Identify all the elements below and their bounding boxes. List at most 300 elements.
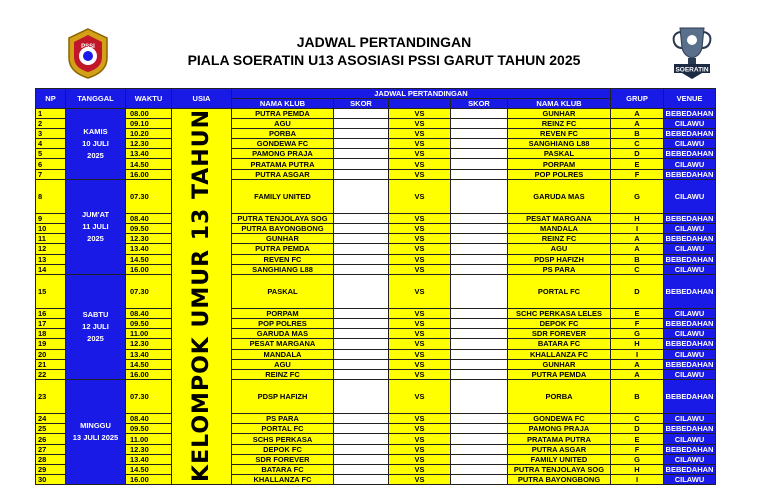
table-row — [36, 309, 716, 319]
vs-cell: VS — [389, 119, 451, 129]
away-score-cell — [451, 434, 508, 444]
vs-cell: VS — [389, 319, 451, 329]
group-cell: A — [611, 119, 664, 129]
np-cell: 28 — [36, 454, 66, 464]
away-score-cell — [451, 474, 508, 484]
away-score-cell — [451, 424, 508, 434]
time-cell: 09.50 — [126, 424, 172, 434]
group-cell: I — [611, 474, 664, 484]
away-club-cell: SANGHIANG L88 — [508, 139, 611, 149]
time-cell: 07.30 — [126, 379, 172, 413]
home-score-cell — [334, 379, 389, 413]
home-score-cell — [334, 454, 389, 464]
header-nama-klub-away: NAMA KLUB — [508, 99, 611, 109]
time-cell: 08.40 — [126, 214, 172, 224]
home-club-cell: PUTRA ASGAR — [232, 169, 334, 179]
time-cell: 14.50 — [126, 359, 172, 369]
home-club-cell: PUTRA BAYONGBONG — [232, 224, 334, 234]
np-cell: 16 — [36, 309, 66, 319]
home-score-cell — [334, 359, 389, 369]
table-row — [36, 359, 716, 369]
np-cell: 21 — [36, 359, 66, 369]
time-cell: 10.20 — [126, 129, 172, 139]
table-row — [36, 339, 716, 349]
group-cell: H — [611, 464, 664, 474]
away-score-cell — [451, 309, 508, 319]
group-cell: F — [611, 319, 664, 329]
home-club-cell: GONDEWA FC — [232, 139, 334, 149]
time-cell: 09.10 — [126, 119, 172, 129]
away-score-cell — [451, 414, 508, 424]
table-row — [36, 424, 716, 434]
venue-cell: CILAWU — [664, 179, 716, 213]
home-club-cell: SANGHIANG L88 — [232, 264, 334, 274]
time-cell: 16.00 — [126, 474, 172, 484]
home-club-cell: POP POLRES — [232, 319, 334, 329]
vs-cell: VS — [389, 254, 451, 264]
group-cell: B — [611, 254, 664, 264]
header-waktu: WAKTU — [126, 89, 172, 109]
header-nama-klub-home: NAMA KLUB — [232, 99, 334, 109]
away-club-cell: SCHC PERKASA LELES — [508, 309, 611, 319]
table-row — [36, 379, 716, 413]
soeratin-trophy-logo-icon — [668, 22, 716, 80]
away-score-cell — [451, 179, 508, 213]
home-score-cell — [334, 274, 389, 308]
venue-cell: CILAWU — [664, 119, 716, 129]
away-score-cell — [451, 109, 508, 119]
away-score-cell — [451, 169, 508, 179]
away-score-cell — [451, 369, 508, 379]
vs-cell: VS — [389, 224, 451, 234]
group-cell: D — [611, 424, 664, 434]
home-score-cell — [334, 309, 389, 319]
away-club-cell: SDR FOREVER — [508, 329, 611, 339]
venue-cell: BEBEDAHAN — [664, 254, 716, 264]
away-score-cell — [451, 339, 508, 349]
away-club-cell: PUTRA BAYONGBONG — [508, 474, 611, 484]
table-row — [36, 169, 716, 179]
time-cell: 07.30 — [126, 179, 172, 213]
time-cell: 13.40 — [126, 349, 172, 359]
time-cell: 12.30 — [126, 139, 172, 149]
time-cell: 13.40 — [126, 454, 172, 464]
table-row — [36, 369, 716, 379]
away-club-cell: KHALLANZA FC — [508, 349, 611, 359]
svg-text:SOERATIN: SOERATIN — [675, 66, 709, 74]
home-club-cell: PORPAM — [232, 309, 334, 319]
away-score-cell — [451, 129, 508, 139]
venue-cell: BEBEDAHAN — [664, 214, 716, 224]
table-row — [36, 234, 716, 244]
document-header — [0, 0, 768, 88]
table-row — [36, 244, 716, 254]
np-cell: 17 — [36, 319, 66, 329]
home-score-cell — [334, 264, 389, 274]
away-score-cell — [451, 234, 508, 244]
venue-cell: CILAWU — [664, 349, 716, 359]
home-score-cell — [334, 369, 389, 379]
away-score-cell — [451, 149, 508, 159]
home-score-cell — [334, 169, 389, 179]
venue-cell: BEBEDAHAN — [664, 444, 716, 454]
table-row — [36, 264, 716, 274]
home-score-cell — [334, 464, 389, 474]
away-score-cell — [451, 274, 508, 308]
np-cell: 12 — [36, 244, 66, 254]
away-score-cell — [451, 464, 508, 474]
time-cell: 08.40 — [126, 414, 172, 424]
group-cell: G — [611, 179, 664, 213]
home-score-cell — [334, 224, 389, 234]
venue-cell: BEBEDAHAN — [664, 319, 716, 329]
home-score-cell — [334, 149, 389, 159]
home-score-cell — [334, 244, 389, 254]
venue-cell: BEBEDAHAN — [664, 359, 716, 369]
time-cell: 12.30 — [126, 234, 172, 244]
vs-cell: VS — [389, 139, 451, 149]
away-club-cell: REINZ FC — [508, 119, 611, 129]
away-club-cell: FAMILY UNITED — [508, 454, 611, 464]
table-row — [36, 139, 716, 149]
home-club-cell: PRATAMA PUTRA — [232, 159, 334, 169]
away-club-cell: REVEN FC — [508, 129, 611, 139]
vs-cell: VS — [389, 244, 451, 254]
group-cell: B — [611, 129, 664, 139]
away-score-cell — [451, 214, 508, 224]
np-cell: 25 — [36, 424, 66, 434]
schedule-rows — [36, 109, 716, 485]
vs-cell: VS — [389, 149, 451, 159]
away-club-cell: PDSP HAFIZH — [508, 254, 611, 264]
group-cell: E — [611, 309, 664, 319]
home-score-cell — [334, 474, 389, 484]
vs-cell: VS — [389, 349, 451, 359]
vs-cell: VS — [389, 339, 451, 349]
np-cell: 4 — [36, 139, 66, 149]
home-score-cell — [334, 179, 389, 213]
away-club-cell: POP POLRES — [508, 169, 611, 179]
time-cell: 09.50 — [126, 224, 172, 234]
group-cell: B — [611, 379, 664, 413]
home-club-cell: PS PARA — [232, 414, 334, 424]
np-cell: 8 — [36, 179, 66, 213]
header-jadwal: JADWAL PERTANDINGAN — [232, 89, 611, 99]
time-cell: 11.00 — [126, 329, 172, 339]
np-cell: 14 — [36, 264, 66, 274]
header-tanggal: TANGGAL — [66, 89, 126, 109]
table-row — [36, 349, 716, 359]
np-cell: 23 — [36, 379, 66, 413]
home-score-cell — [334, 414, 389, 424]
home-score-cell — [334, 109, 389, 119]
venue-cell: BEBEDAHAN — [664, 234, 716, 244]
group-cell: G — [611, 454, 664, 464]
home-score-cell — [334, 159, 389, 169]
table-row — [36, 224, 716, 234]
vs-cell: VS — [389, 474, 451, 484]
vs-cell: VS — [389, 434, 451, 444]
vs-cell: VS — [389, 179, 451, 213]
vs-cell: VS — [389, 234, 451, 244]
away-score-cell — [451, 329, 508, 339]
vs-cell: VS — [389, 264, 451, 274]
away-club-cell: MANDALA — [508, 224, 611, 234]
away-score-cell — [451, 349, 508, 359]
home-club-cell: GUNHAR — [232, 234, 334, 244]
time-cell: 08.40 — [126, 309, 172, 319]
home-score-cell — [334, 434, 389, 444]
venue-cell: CILAWU — [664, 434, 716, 444]
group-cell: D — [611, 274, 664, 308]
group-cell: H — [611, 339, 664, 349]
header-skor-home: SKOR — [334, 99, 389, 109]
table-row — [36, 464, 716, 474]
home-score-cell — [334, 444, 389, 454]
away-club-cell: PORPAM — [508, 159, 611, 169]
np-cell: 29 — [36, 464, 66, 474]
vs-cell: VS — [389, 274, 451, 308]
table-row — [36, 214, 716, 224]
time-cell: 13.40 — [126, 244, 172, 254]
home-club-cell: AGU — [232, 359, 334, 369]
schedule-table — [35, 88, 716, 485]
group-cell: A — [611, 109, 664, 119]
table-row — [36, 454, 716, 464]
vs-cell: VS — [389, 214, 451, 224]
home-club-cell: PUTRA PEMDA — [232, 244, 334, 254]
venue-cell: CILAWU — [664, 454, 716, 464]
group-cell: A — [611, 244, 664, 254]
away-score-cell — [451, 254, 508, 264]
away-club-cell: GUNHAR — [508, 359, 611, 369]
home-score-cell — [334, 329, 389, 339]
age-group-cell — [172, 109, 232, 485]
home-score-cell — [334, 129, 389, 139]
venue-cell: CILAWU — [664, 224, 716, 234]
away-score-cell — [451, 244, 508, 254]
np-cell: 3 — [36, 129, 66, 139]
away-score-cell — [451, 379, 508, 413]
away-club-cell: PUTRA TENJOLAYA SOG — [508, 464, 611, 474]
table-row — [36, 319, 716, 329]
time-cell: 14.50 — [126, 464, 172, 474]
np-cell: 13 — [36, 254, 66, 264]
header-vs — [389, 99, 451, 109]
away-club-cell: REINZ FC — [508, 234, 611, 244]
np-cell: 20 — [36, 349, 66, 359]
table-row — [36, 149, 716, 159]
away-score-cell — [451, 264, 508, 274]
away-club-cell: GARUDA MAS — [508, 179, 611, 213]
away-score-cell — [451, 319, 508, 329]
group-cell: F — [611, 444, 664, 454]
date-cell: KAMIS 10 JULI 2025 — [66, 109, 126, 180]
vs-cell: VS — [389, 359, 451, 369]
venue-cell: BEBEDAHAN — [664, 339, 716, 349]
home-club-cell: AGU — [232, 119, 334, 129]
away-club-cell: PAMONG PRAJA — [508, 424, 611, 434]
table-row — [36, 414, 716, 424]
vs-cell: VS — [389, 309, 451, 319]
np-cell: 22 — [36, 369, 66, 379]
np-cell: 18 — [36, 329, 66, 339]
away-club-cell: PASKAL — [508, 149, 611, 159]
vs-cell: VS — [389, 129, 451, 139]
date-cell: SABTU 12 JULI 2025 — [66, 274, 126, 379]
group-cell: C — [611, 414, 664, 424]
group-cell: G — [611, 329, 664, 339]
home-score-cell — [334, 214, 389, 224]
np-cell: 10 — [36, 224, 66, 234]
away-club-cell: AGU — [508, 244, 611, 254]
time-cell: 16.00 — [126, 369, 172, 379]
time-cell: 11.00 — [126, 434, 172, 444]
home-score-cell — [334, 319, 389, 329]
np-cell: 19 — [36, 339, 66, 349]
title-line-2: PIALA SOERATIN U13 ASOSIASI PSSI GARUT TAHUN 2025 — [187, 52, 581, 68]
table-row — [36, 179, 716, 213]
np-cell: 6 — [36, 159, 66, 169]
table-row — [36, 434, 716, 444]
vs-cell: VS — [389, 169, 451, 179]
home-score-cell — [334, 339, 389, 349]
away-score-cell — [451, 119, 508, 129]
away-club-cell: PESAT MARGANA — [508, 214, 611, 224]
group-cell: I — [611, 224, 664, 234]
home-score-cell — [334, 254, 389, 264]
vs-cell: VS — [389, 454, 451, 464]
home-score-cell — [334, 424, 389, 434]
home-club-cell: GARUDA MAS — [232, 329, 334, 339]
np-cell: 26 — [36, 434, 66, 444]
home-score-cell — [334, 349, 389, 359]
time-cell: 16.00 — [126, 264, 172, 274]
vs-cell: VS — [389, 159, 451, 169]
venue-cell: CILAWU — [664, 309, 716, 319]
home-score-cell — [334, 234, 389, 244]
home-club-cell: PUTRA TENJOLAYA SOG — [232, 214, 334, 224]
group-cell: A — [611, 234, 664, 244]
table-row — [36, 444, 716, 454]
np-cell: 11 — [36, 234, 66, 244]
vs-cell: VS — [389, 414, 451, 424]
table-row — [36, 274, 716, 308]
header-venue: VENUE — [664, 89, 716, 109]
home-club-cell: REVEN FC — [232, 254, 334, 264]
vs-cell: VS — [389, 379, 451, 413]
home-club-cell: PASKAL — [232, 274, 334, 308]
date-cell: JUM'AT 11 JULI 2025 — [66, 179, 126, 274]
group-cell: E — [611, 434, 664, 444]
home-club-cell: KHALLANZA FC — [232, 474, 334, 484]
time-cell: 12.30 — [126, 339, 172, 349]
venue-cell: BEBEDAHAN — [664, 274, 716, 308]
age-group-label: KELOMPOK UMUR 13 TAHUN — [189, 109, 214, 482]
venue-cell: BEBEDAHAN — [664, 424, 716, 434]
table-row — [36, 109, 716, 119]
home-club-cell: BATARA FC — [232, 464, 334, 474]
home-club-cell: PORBA — [232, 129, 334, 139]
np-cell: 9 — [36, 214, 66, 224]
venue-cell: BEBEDAHAN — [664, 379, 716, 413]
venue-cell: BEBEDAHAN — [664, 129, 716, 139]
venue-cell: CILAWU — [664, 329, 716, 339]
header-grup: GRUP — [611, 89, 664, 109]
time-cell: 09.50 — [126, 319, 172, 329]
group-cell: F — [611, 169, 664, 179]
away-score-cell — [451, 359, 508, 369]
home-club-cell: PUTRA PEMDA — [232, 109, 334, 119]
header-usia: USIA — [172, 89, 232, 109]
time-cell: 12.30 — [126, 444, 172, 454]
table-row — [36, 254, 716, 264]
venue-cell: CILAWU — [664, 414, 716, 424]
away-club-cell: PORBA — [508, 379, 611, 413]
group-cell: C — [611, 264, 664, 274]
away-score-cell — [451, 139, 508, 149]
np-cell: 1 — [36, 109, 66, 119]
home-club-cell: REINZ FC — [232, 369, 334, 379]
group-cell: I — [611, 349, 664, 359]
group-cell: C — [611, 139, 664, 149]
home-club-cell: SDR FOREVER — [232, 454, 334, 464]
away-score-cell — [451, 444, 508, 454]
group-cell: H — [611, 214, 664, 224]
away-club-cell: PRATAMA PUTRA — [508, 434, 611, 444]
group-cell: A — [611, 369, 664, 379]
title-line-1: JADWAL PERTANDINGAN — [296, 34, 472, 50]
vs-cell: VS — [389, 424, 451, 434]
time-cell: 07.30 — [126, 274, 172, 308]
away-club-cell: PUTRA PEMDA — [508, 369, 611, 379]
np-cell: 2 — [36, 119, 66, 129]
np-cell: 15 — [36, 274, 66, 308]
time-cell: 08.00 — [126, 109, 172, 119]
home-score-cell — [334, 119, 389, 129]
time-cell: 14.50 — [126, 254, 172, 264]
away-score-cell — [451, 159, 508, 169]
home-club-cell: PDSP HAFIZH — [232, 379, 334, 413]
vs-cell: VS — [389, 109, 451, 119]
date-cell: MINGGU 13 JULI 2025 — [66, 379, 126, 484]
away-club-cell: PUTRA ASGAR — [508, 444, 611, 454]
away-score-cell — [451, 454, 508, 464]
time-cell: 13.40 — [126, 149, 172, 159]
home-club-cell: PESAT MARGANA — [232, 339, 334, 349]
venue-cell: BEBEDAHAN — [664, 464, 716, 474]
venue-cell: BEBEDAHAN — [664, 149, 716, 159]
np-cell: 5 — [36, 149, 66, 159]
vs-cell: VS — [389, 329, 451, 339]
table-row — [36, 329, 716, 339]
away-club-cell: GONDEWA FC — [508, 414, 611, 424]
group-cell: A — [611, 359, 664, 369]
group-cell: D — [611, 149, 664, 159]
home-club-cell: PAMONG PRAJA — [232, 149, 334, 159]
np-cell: 27 — [36, 444, 66, 454]
venue-cell: CILAWU — [664, 139, 716, 149]
vs-cell: VS — [389, 369, 451, 379]
np-cell: 24 — [36, 414, 66, 424]
np-cell: 30 — [36, 474, 66, 484]
venue-cell: CILAWU — [664, 474, 716, 484]
away-club-cell: BATARA FC — [508, 339, 611, 349]
venue-cell: BEBEDAHAN — [664, 169, 716, 179]
home-club-cell: SCHS PERKASA — [232, 434, 334, 444]
svg-text:PSSI: PSSI — [81, 44, 95, 50]
venue-cell: CILAWU — [664, 159, 716, 169]
